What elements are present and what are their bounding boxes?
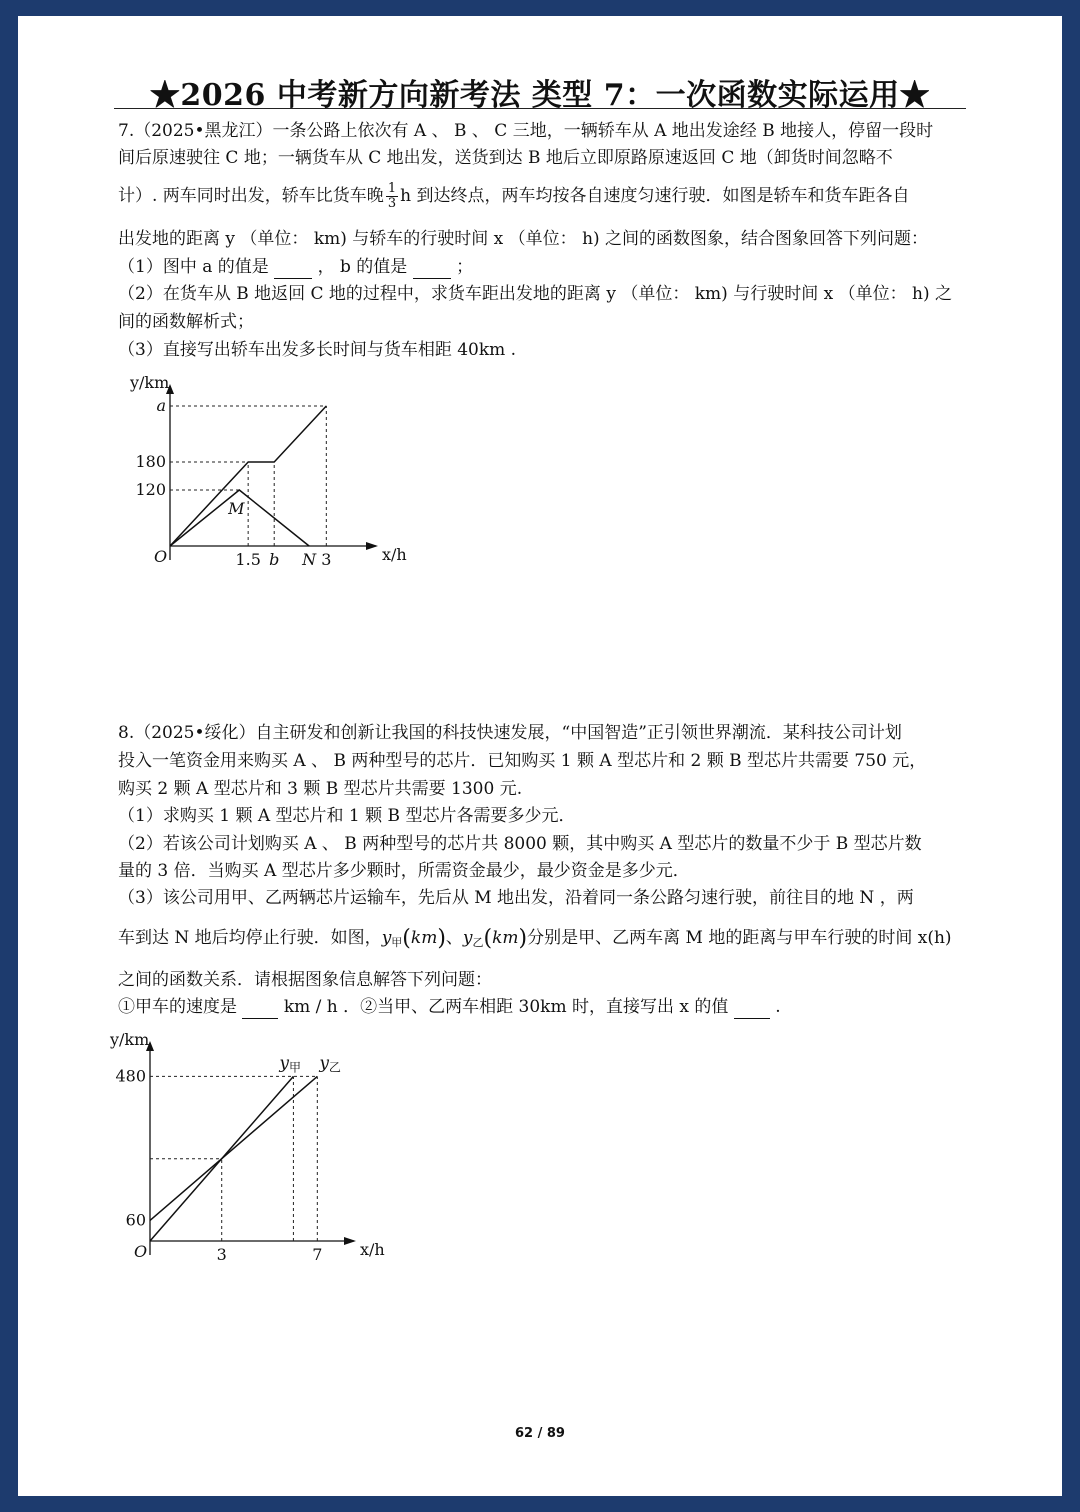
q8-function-graph	[108, 1026, 385, 1264]
q7-line-2: 间后原速驶往 C 地；一辆货车从 C 地出发，送货到达 B 地后立即原路原速返回 C 地（卸货时间忽略不	[118, 148, 893, 168]
page-title: ★2026 中考新方向新考法 类型 7：一次函数实际运用★	[149, 78, 931, 113]
fraction	[386, 182, 398, 211]
page-number: 62 / 89	[515, 1426, 565, 1441]
y-tick-label: 180	[135, 452, 166, 471]
q8-line-7: （3）该公司用甲、乙两辆芯片运输车，先后从 M 地出发，沿着同一条公路匀速行驶，前往目的地 N ，两	[118, 888, 914, 908]
x-tick-label: 3	[216, 1245, 227, 1264]
y-yi-symbol: y	[462, 928, 473, 948]
x-axis-arrow	[366, 542, 378, 550]
q7-line-6: （2）在货车从 B 地返回 C 地的过程中，求货车距出发地的距离 y （单位： km) 与行驶时间 x （单位： h) 之	[118, 284, 952, 304]
km-unit-2: km	[492, 928, 519, 948]
y-tick-label: 480	[115, 1066, 146, 1086]
point-label: M	[228, 499, 245, 518]
q8-line-10	[118, 996, 781, 1019]
q8-line-2: 投入一笔资金用来购买 A 、 B 两种型号的芯片．已知购买 1 颗 A 型芯片和 2 颗 B 型芯片共需要 750 元，	[118, 751, 927, 771]
y-axis-label: y/km	[110, 1030, 150, 1049]
fraction-numerator: 1	[387, 181, 397, 196]
y-jia-subscript: 甲	[391, 936, 403, 949]
q7-line-7: 间的函数解析式；	[118, 312, 254, 332]
answer-blank-x[interactable]	[734, 996, 770, 1019]
right-paren: )	[518, 926, 528, 951]
q7-part1-b-text: ， b 的值是	[317, 257, 408, 277]
x-tick-label: b	[269, 550, 280, 569]
x-tick-label: 3	[321, 550, 332, 569]
title-underline	[114, 108, 966, 109]
document-page	[18, 16, 1062, 1496]
q7-function-graph	[108, 366, 408, 581]
series-label	[318, 1053, 341, 1074]
q8-line-8-post: 分别是甲、乙两车离 M 地的距离与甲车行驶的时间 x(h)	[527, 928, 952, 948]
x-tick-label: 1.5	[235, 550, 261, 569]
q7-line-1: 7.（2025•黑龙江）一条公路上依次有 A 、 B 、 C 三地，一辆轿车从 A 地出发途经 B 地接人，停留一段时	[118, 121, 934, 141]
origin-label: O	[154, 547, 168, 566]
q8-line-8-pre: 车到达 N 地后均停止行驶．如图，	[118, 928, 382, 948]
q8-part3-a-text: ①甲车的速度是	[118, 997, 237, 1017]
series-label-sub: 乙	[328, 1060, 341, 1075]
q7-part1-a-text: （1）图中 a 的值是	[118, 257, 269, 277]
q8-line-9: 之间的函数关系．请根据图象信息解答下列问题：	[118, 970, 492, 990]
y-yi-subscript: 乙	[472, 936, 484, 949]
y-axis-label: y/km	[130, 373, 170, 392]
series-label-sub: 甲	[289, 1060, 302, 1075]
x-tick-label: N	[302, 550, 317, 569]
q8-line-3: 购买 2 颗 A 型芯片和 3 颗 B 型芯片共需要 1300 元.	[118, 779, 523, 799]
q7-line-4: 出发地的距离 y （单位： km) 与轿车的行驶时间 x （单位： h) 之间的函数图象，结合图象回答下列问题：	[118, 229, 929, 249]
fraction-denominator: 3	[387, 196, 397, 211]
q7-part1-end: ；	[456, 257, 474, 277]
origin-label: O	[134, 1242, 148, 1261]
separator: 、	[445, 928, 463, 948]
series-label-main: y	[319, 1053, 329, 1074]
q7-line-3-post: h 到达终点，两车均按各自速度匀速行驶．如图是轿车和货车距各自	[400, 186, 910, 206]
q8-line-4: （1）求购买 1 颗 A 型芯片和 1 颗 B 型芯片各需要多少元．	[118, 806, 576, 826]
answer-blank-a[interactable]	[274, 256, 312, 279]
y-tick-label: 120	[135, 480, 166, 499]
q8-part3-end: .	[775, 997, 781, 1017]
y-tick-label: 60	[125, 1210, 146, 1230]
km-unit-1: km	[410, 928, 438, 948]
x-axis-label: x/h	[360, 1240, 385, 1259]
q8-part3-b-text: km / h ．②当甲、乙两车相距 30km 时，直接写出 x 的值	[283, 997, 729, 1017]
left-paren: (	[402, 926, 411, 951]
right-paren: )	[437, 926, 446, 951]
q7-line-3-pre: 计）. 两车同时出发，轿车比货车晚	[118, 186, 384, 206]
q7-line-3	[118, 182, 909, 211]
q8-line-1: 8.（2025•绥化）自主研发和创新让我国的科技快速发展，“中国智造”正引领世界潮流．某科技公司计划	[118, 723, 902, 743]
series-label-main: y	[279, 1053, 290, 1074]
q8-line-5: （2）若该公司计划购买 A 、 B 两种型号的芯片共 8000 颗，其中购买 A 型芯片的数量不少于 B 型芯片数	[118, 834, 922, 854]
series-line	[150, 1076, 317, 1220]
x-axis-arrow	[344, 1237, 356, 1245]
y-jia-symbol: y	[381, 928, 392, 948]
q8-line-8	[118, 927, 952, 954]
q7-line-8: （3）直接写出轿车出发多长时间与货车相距 40km .	[118, 340, 517, 360]
answer-blank-b[interactable]	[413, 256, 451, 279]
x-axis-label: x/h	[382, 545, 407, 564]
q7-line-5	[118, 256, 473, 279]
x-tick-label: 7	[312, 1245, 323, 1264]
left-paren: (	[483, 926, 493, 951]
series-label	[278, 1053, 301, 1074]
answer-blank-speed[interactable]	[242, 996, 278, 1019]
q8-line-6: 量的 3 倍．当购买 A 型芯片多少颗时，所需资金最少，最少资金是多少元．	[118, 861, 690, 881]
y-tick-label: a	[156, 396, 166, 415]
